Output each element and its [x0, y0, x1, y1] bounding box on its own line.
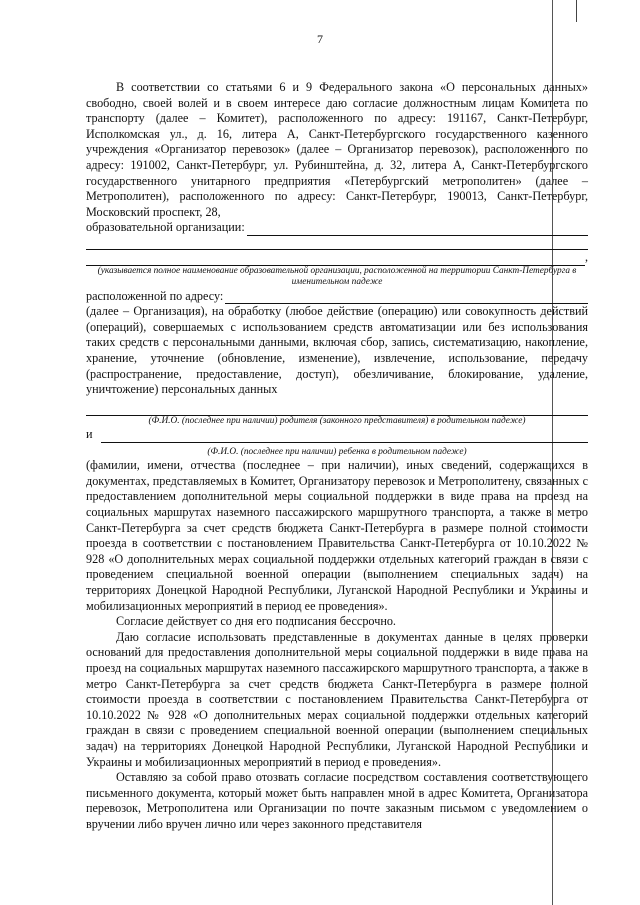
paragraph-usage: Даю согласие использовать представленные в документах данные в целях проверки оснований для предоставления дополнительной меры социальной поддержки в виде права на проезд на социальных маршрутах наземного пассажирского маршрутного транспорта, а также в метро Санкт-Петербурга за счет средств бюджета Санкт-Петербурга в размере полной стоимости проезда в соответствии с постановлением Правительства Санкт-Петербурга от 10.10.2022 № 928 «О дополнительных мерах социальной поддержки отдельных категорий граждан в связи с проведением специальной военной операции (выполнением специальных задач) на территориях Донецкой Народной Республики, Луганской Народной Республики и Украины и мобилизационных мероприятий в период е проведения». — [86, 629, 588, 769]
org-name-row-3 — [86, 250, 588, 266]
child-name-field[interactable] — [101, 431, 588, 443]
scan-artifact-line — [576, 0, 577, 22]
caption-parent: (Ф.И.О. (последнее при наличии) родителя (законного представителя) в родительном падеже) — [148, 415, 526, 426]
caption-child: (Ф.И.О. (последнее при наличии) ребенка в родительном падеже) — [207, 446, 467, 457]
org-comma: , — [584, 249, 588, 264]
paragraph-validity: Согласие действует со дня его подписания бессрочно. — [116, 614, 396, 629]
org-name-row — [86, 220, 588, 236]
child-row — [86, 427, 588, 443]
paragraph-data: (фамилии, имени, отчества (последнее – при наличии), иных сведений, содержащихся в документах, представляемых в Комитет, Организатору перевозок и Метрополитену, связанных с предоставлением дополнительной меры социальной поддержки в виде права на проезд на социальных маршрутах наземного пассажирского маршрутного транспорта, а также в метро Санкт-Петербурга за счет средств бюджета Санкт-Петербурга в размере полной стоимости проезда в соответствии с постановлением Правительства Санкт-Петербурга от 10.10.2022 № 928 «О дополнительных мерах социальной поддержки отдельных категорий граждан в связи с проведением специальной военной операции (выполнением специальных задач) на территориях Донецкой Народной Республики, Луганской Народной Республики и Украины и мобилизационных мероприятий в период ее проведения». — [86, 458, 588, 613]
address-label: расположенной по адресу: — [86, 288, 224, 303]
page-number: 7 — [317, 32, 323, 46]
org-name-field[interactable] — [247, 224, 588, 236]
org-label: образовательной организации: — [86, 220, 245, 235]
address-field[interactable] — [225, 292, 588, 304]
consent-text — [86, 80, 588, 833]
paragraph-intro: В соответствии со статьями 6 и 9 Федерального закона «О персональных данных» свободно, своей волей и в своем интересе даю согласие должностным лицам Комитета по транспорту (далее – Комитет), расположенного по адресу: 191167, Санкт-Петербург, Исполкомская ул., д. 16, литера А, Санкт-Петербургского государственного казенного учреждения «Организатор перевозок» (далее – Организатор перевозок), расположенного по адресу: 191002, Санкт-Петербург, ул. Рубинштейна, д. 32, литера А, Санкт-Петербургского государственного унитарного предприятия «Петербургский метрополитен» (далее – Метрополитен), расположенного по адресу: Санкт-Петербург, 190013, Санкт-Петербург, Московский проспект, 28, — [86, 80, 588, 219]
address-row — [86, 289, 588, 305]
org-name-field-line-3[interactable] — [86, 254, 585, 266]
paragraph-revocation: Оставляю за собой право отозвать согласие посредством составления соответствующего письменного документа, который может быть направлен мной в адрес Комитета, Организатора перевозок, Метрополитена или Организации по почте заказным письмом с уведомлением о вручении либо вручен лично или через законного представителя — [86, 770, 588, 831]
paragraph-processing: (далее – Организация), на обработку (любое действие (операцию) или совокупность действий (операций), совершаемых с использованием средств автоматизации или без использования таких средств с персональными данными, включая сбор, запись, систематизацию, накопление, хранение, уточнение (обновление, изменение), извлечение, использование, передачу (распространение, предоставление, доступ), обезличивание, блокирование, удаление, уничтожение) персональных данных — [86, 304, 588, 397]
caption-org: (указывается полное наименование образовательной организации, расположенной на территории Санкт-Петербурга в именительном падеже — [97, 265, 577, 288]
and-label: и — [86, 427, 93, 442]
org-name-field-line-2[interactable] — [86, 236, 588, 250]
parent-name-field[interactable] — [86, 402, 588, 416]
